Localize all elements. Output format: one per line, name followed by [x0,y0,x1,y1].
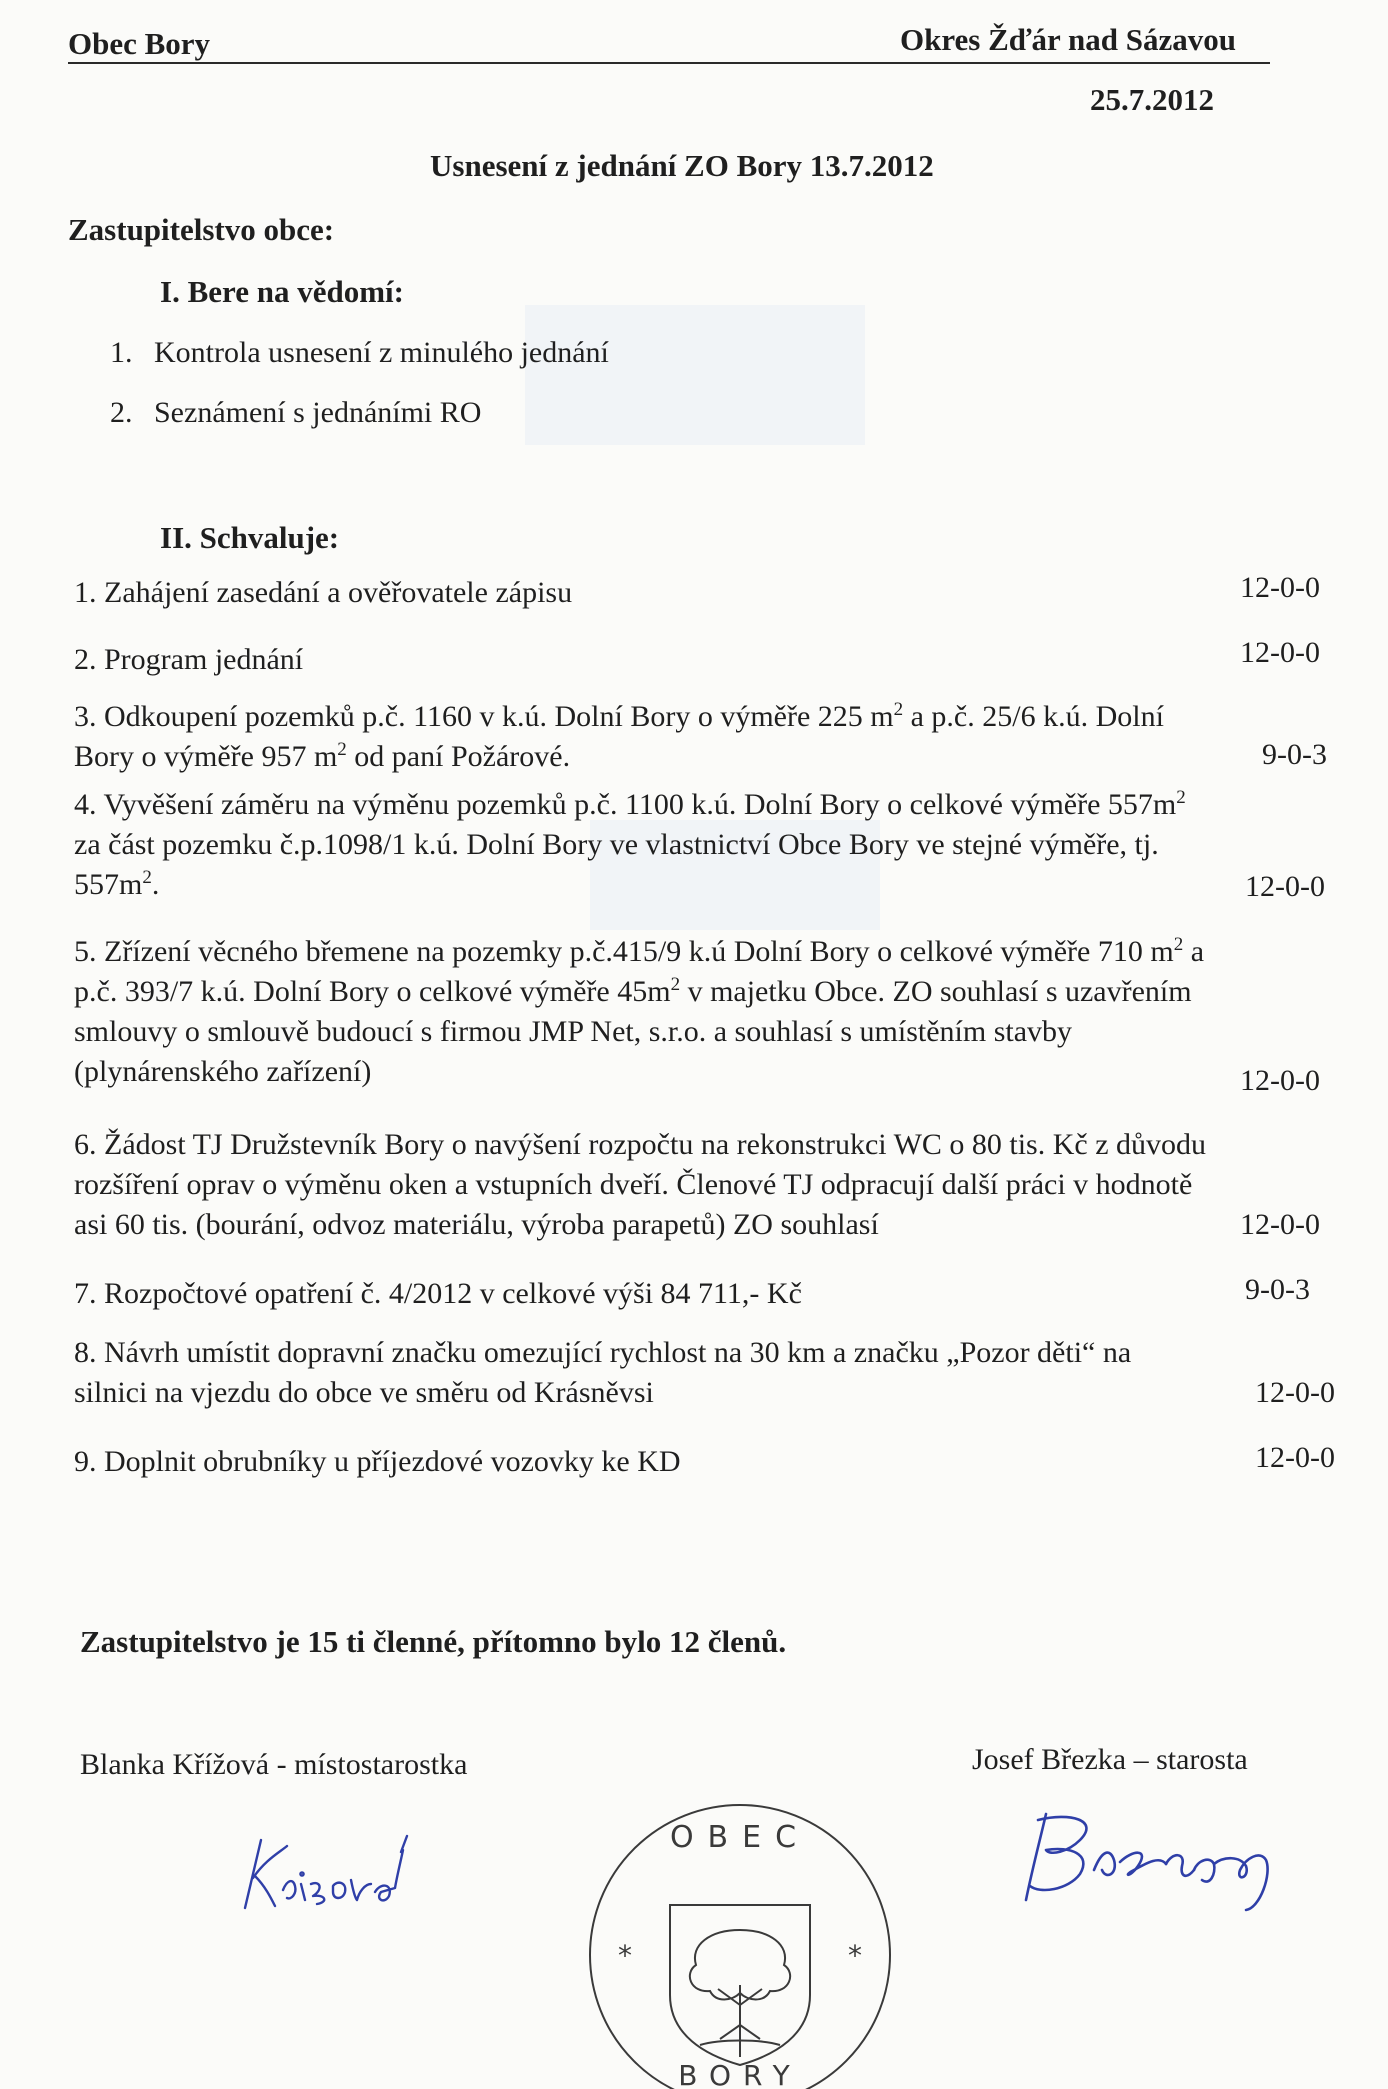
resolution-text: 2. Program jednání [74,643,304,676]
resolution-line: Bory o výměře 957 $m^2$ od paní Požárové. [74,739,571,773]
resolution-line: 8. Návrh umístit dopravní značku omezující rychlost na 30 km a značku „Pozor děti“ na [74,1336,1132,1369]
attendance-summary: Zastupitelstvo je 15 ti členné, přítomno bylo 12 členů. [80,1624,787,1659]
resolution-line: 4. Vyvěšení záměru na výměnu pozemků p.č. 1100 k.ú. Dolní Bory o celkové výměře $557m^2$ [74,787,1186,821]
stamp-top-text: OBEC [669,1820,811,1855]
scan-shading [525,305,865,445]
header-municipality: Obec Bory [68,26,211,61]
section1-heading: I. Bere na vědomí: [160,274,404,309]
resolution-line: smlouvy o smlouvě budoucí s firmou JMP Net, s.r.o. a souhlasí s umístěním stavby [74,1015,1073,1048]
header-rule [68,62,1270,64]
vote-result: 12-0-0 [1240,1064,1320,1097]
signatory-mayor: Josef Březka – starosta [972,1743,1248,1776]
section1-item-1 [110,333,609,373]
vote-result: 12-0-0 [1255,1376,1335,1409]
stamp-bottom-text: BORY [678,2059,802,2089]
item-text: Seznámení s jednáními RO [154,396,482,429]
resolution-item-7 [74,1274,1334,1314]
resolution-item-6 [74,1125,1334,1245]
resolution-item-1 [74,573,1334,613]
resolution-line: 5. Zřízení věcného břemene na pozemky p.č.415/9 k.ú Dolní Bory o celkové výměře 710 $m^2$ a [74,934,1205,968]
official-stamp [580,1795,900,2089]
resolution-item-3 [74,697,1334,777]
resolution-item-9 [74,1442,1334,1482]
item-number: 1. [110,336,133,369]
council-label: Zastupitelstvo obce: [68,212,335,247]
resolution-item-4 [74,785,1334,905]
resolution-line: za část pozemku č.p.1098/1 k.ú. Dolní Bory ve vlastnictví Obce Bory ve stejné výměře, tj. [74,828,1159,861]
stamp-star-right: * [848,1939,862,1972]
resolution-line: (plynárenského zařízení) [74,1055,372,1088]
item-text: Kontrola usnesení z minulého jednání [154,336,609,369]
resolution-text: 1. Zahájení zasedání a ověřovatele zápisu [74,576,573,609]
header-district: Okres Žďár nad Sázavou [900,22,1236,57]
vote-result: 9-0-3 [1245,1273,1310,1306]
resolution-item-5 [74,932,1334,1092]
section1-item-2 [110,393,481,433]
vote-result: 12-0-0 [1240,636,1320,669]
vote-result: 9-0-3 [1262,738,1327,771]
document-title: Usnesení z jednání ZO Bory 13.7.2012 [430,148,934,183]
resolution-line: rozšíření oprav o výměnu oken a vstupních dveří. Členové TJ odpracují další práci v hodnotě [74,1168,1193,1201]
resolution-text: 7. Rozpočtové opatření č. 4/2012 v celkové výši 84 711,- Kč [74,1277,802,1310]
resolution-line: $557m^2$. [74,867,160,901]
vote-result: 12-0-0 [1245,870,1325,903]
vote-result: 12-0-0 [1240,1208,1320,1241]
resolution-line: 6. Žádost TJ Družstevník Bory o navýšení rozpočtu na rekonstrukci WC o 80 tis. Kč z důvodu [74,1128,1207,1161]
signature-right [1010,1790,1290,1920]
vote-result: 12-0-0 [1255,1441,1335,1474]
resolution-line: asi 60 tis. (bourání, odvoz materiálu, výroba parapetů) ZO souhlasí [74,1208,879,1241]
resolution-line: silnici na vjezdu do obce ve směru od Krásněvsi [74,1376,654,1409]
resolution-line: 3. Odkoupení pozemků p.č. 1160 v k.ú. Dolní Bory o výměře 225 $m^2$ a p.č. 25/6 k.ú. Dolní [74,699,1164,733]
signature-left [225,1800,455,1920]
vote-result: 12-0-0 [1240,571,1320,604]
resolution-line: p.č. 393/7 k.ú. Dolní Bory o celkové výměře $45m^2$ v majetku Obce. ZO souhlasí s uzavřením [74,974,1192,1008]
item-number: 2. [110,396,133,429]
document-date: 25.7.2012 [1090,82,1214,117]
resolution-item-2 [74,640,1334,680]
section2-heading: II. Schvaluje: [160,520,340,555]
resolution-text: 9. Doplnit obrubníky u příjezdové vozovky ke KD [74,1445,681,1478]
signatory-deputy-mayor: Blanka Křížová - místostarostka [80,1748,468,1781]
stamp-star-left: * [618,1939,632,1972]
resolution-item-8 [74,1333,1334,1413]
